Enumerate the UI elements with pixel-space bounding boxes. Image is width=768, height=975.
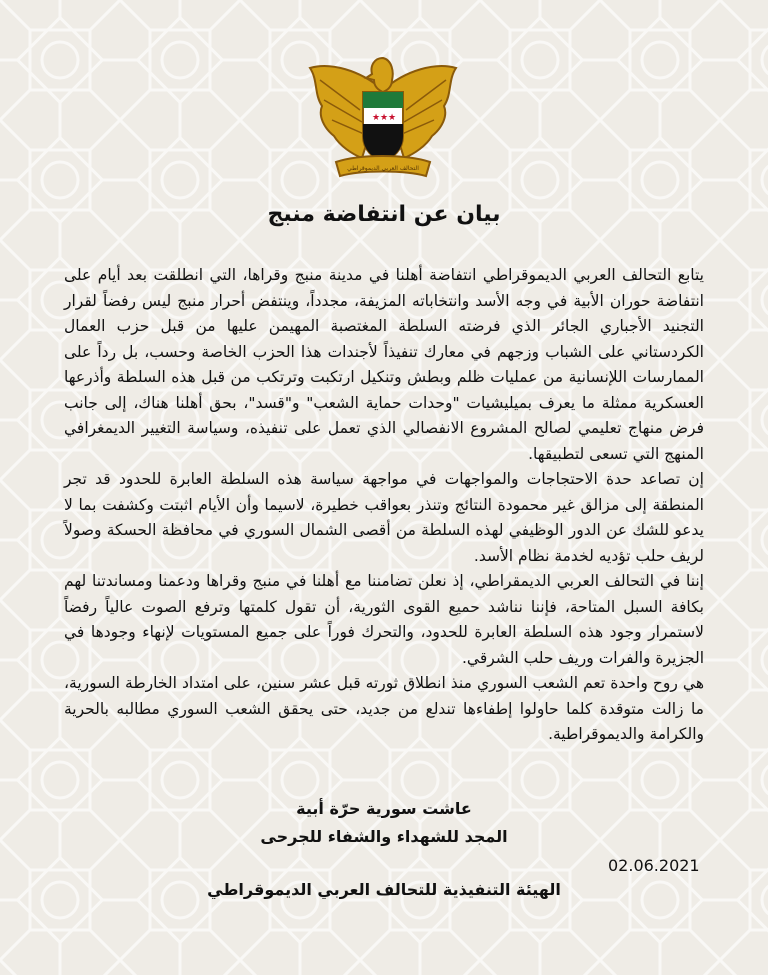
eagle-emblem-icon [300, 50, 466, 192]
document-date: 02.06.2021 [608, 856, 700, 875]
paragraph-1: يتابع التحالف العربي الديموقراطي انتفاضة أهلنا في مدينة منبج وقراها، التي انطلقت بعد أيام على انتفاضة حوران الأبية في وجه الأسد وانتخاباته المزيفة، مجدداً، وينتفض أحرار منبج ليس رفضاً لقرار التجنيد الأجباري الجائر الذي فرضته السلطة المغتصبة المهيمن عليها من قبل حزب العمال الكردستاني على الشباب وزجهم في معارك تنفيذاً لأجندات هذا الحزب الخاصة وحسب، بل رداً على الممارسات اللإنسانية من عمليات ظلم وبطش وتنكيل ارتكبت وترتكب من قبل هذه السلطة وأذرعها العسكرية ممثلة ما يعرف بميليشيات "وحدات حماية الشعب" و"قسد"، بحق أهلنا هناك، إلى جانب فرض منهاج تعليمي لصالح المشروع الانفصالي الذي تعمل على تنفيذه، وسياسة التغيير الديمغرافي المنهج التي تسعى لتطبيقها. [64, 266, 704, 463]
emblem-banner-text: التحالف العربي الديموقراطي [347, 165, 419, 172]
document-body [64, 263, 704, 748]
paragraph-3: إننا في التحالف العربي الديمقراطي، إذ نعلن تضامننا مع أهلنا في منبج وقراها ودعمنا ومساندتنا لهم بكافة السبل المتاحة، فإننا نناشد حميع القوى الثورية، أن تقول كلمتها وترفع الصوت عالياً رفضاً لاستمرار وجود هذه السلطة العابرة للحدود، والتحرك فوراً على جميع المستويات لإنهاء وجودها في الجزيرة والفرات وريف حلب الشرقي. [64, 572, 704, 667]
closing-lines [84, 795, 684, 851]
signature: الهيئة التنفيذية للتحالف العربي الديموقراطي [207, 880, 561, 899]
svg-text:★: ★ [372, 113, 381, 123]
paragraph-4: هي روح واحدة تعم الشعب السوري منذ انطلاق ثورته قبل عشر سنين، على امتداد الخارطة السورية، ما زالت متوقدة كلما حاولوا إطفاءها تندلع من جديد، حتى يحقق الشعب السوري مطالبه بالحرية والكرامة والديموقراطية. [64, 674, 704, 743]
document-title: بيان عن انتفاضة منبج [267, 202, 501, 227]
paragraph-2: إن تصاعد حدة الاحتجاجات والمواجهات في مواجهة سياسة هذه السلطة العابرة للحدود قد تجر المنطقة إلى مزالق غير محمودة النتائج وتنذر بعواقب خطيرة، لاسيما وأن الأيام اثبتت وكشفت بما لا يدعو للشك عن الدور الوظيفي لهذه السلطة من أقصى الشمال السوري في محافظة الحسكة وصولاً لريف حلب تؤديه لخدمة نظام الأسد. [64, 470, 704, 565]
svg-text:★: ★ [388, 113, 397, 123]
closing-line-1: عاشت سورية حرّة أبية [296, 799, 472, 818]
closing-line-2: المجد للشهداء والشفاء للجرحى [260, 827, 508, 846]
svg-text:★: ★ [380, 113, 389, 123]
